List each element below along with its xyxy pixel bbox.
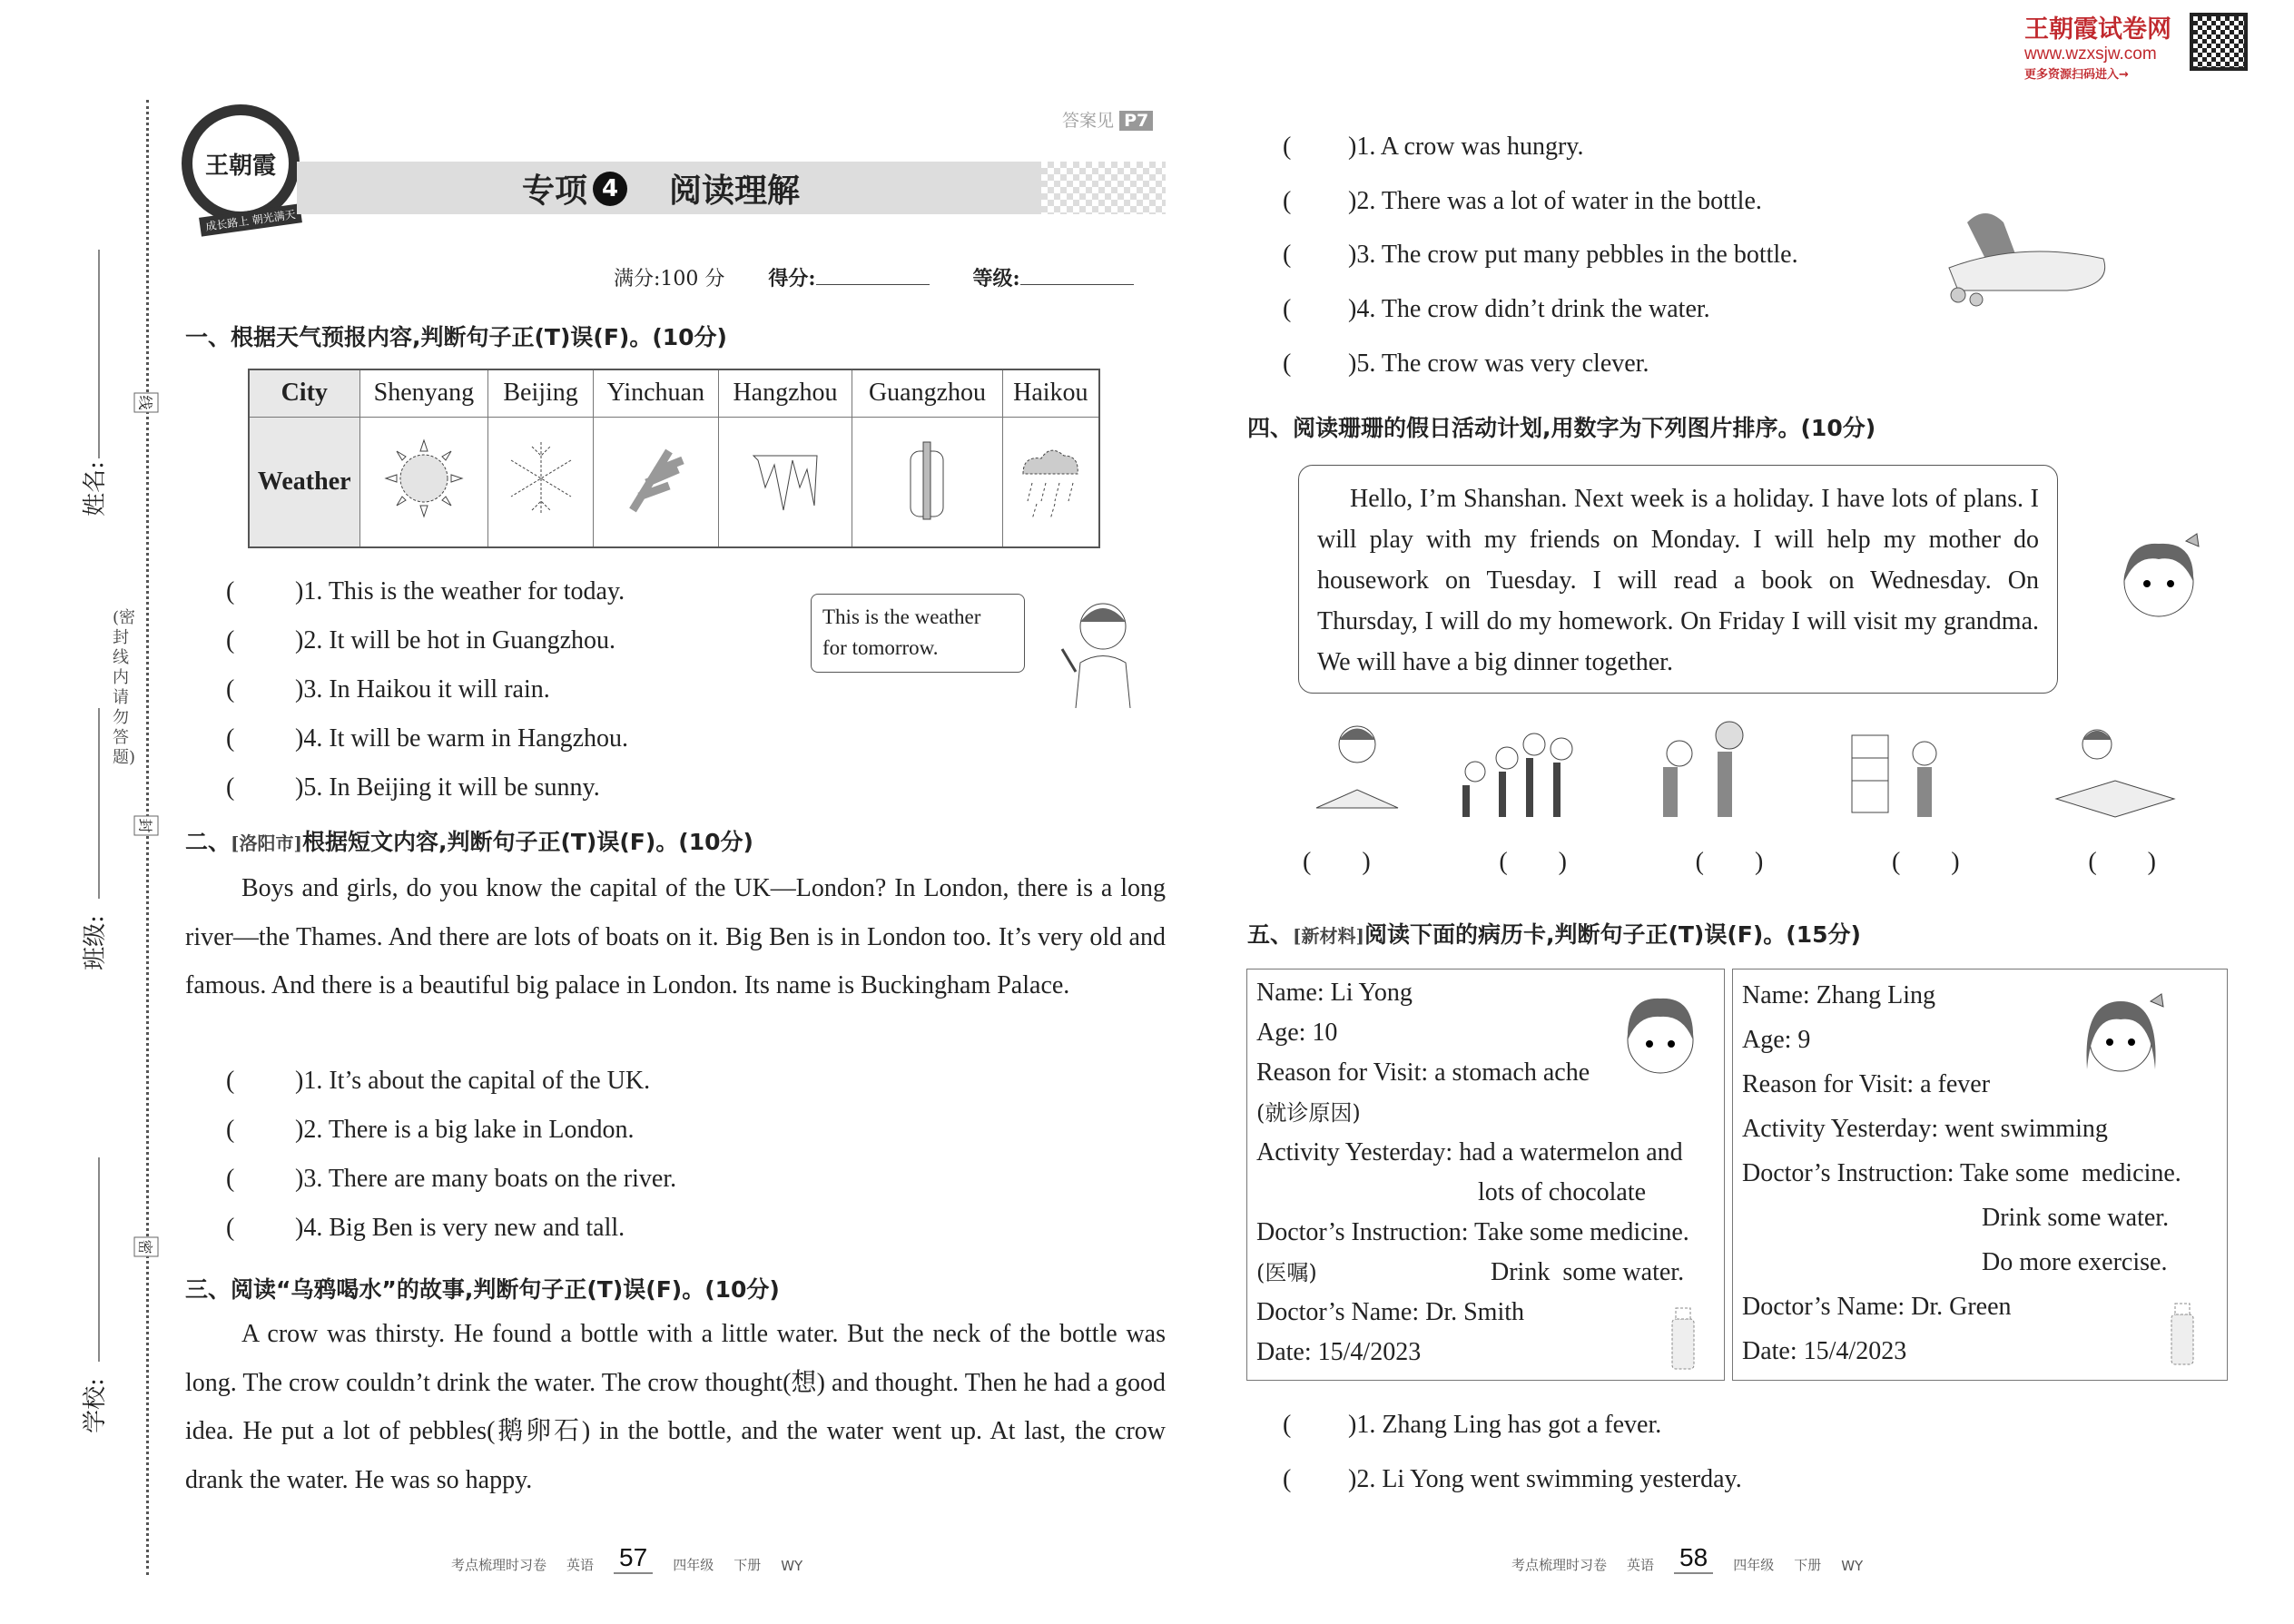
section5-items [1283, 1398, 1742, 1507]
medical-card-zhang-ling [1732, 969, 2228, 1381]
card-reason-zh: (就诊原因) [1256, 1100, 1361, 1126]
item-text: )5. The crow was very clever. [1348, 349, 1649, 378]
item-text: )5. In Beijing it will be sunny. [295, 773, 600, 802]
footer-volume: 下册 [733, 1557, 762, 1573]
source-tag: [洛阳市] [231, 832, 302, 854]
tf-item[interactable] [226, 714, 628, 763]
order-blank[interactable]: ( ) [2088, 848, 2156, 876]
tf-item[interactable] [1283, 174, 1798, 229]
footer-volume: 下册 [1794, 1557, 1822, 1573]
section5-heading [1247, 917, 1861, 950]
tf-item[interactable] [226, 1204, 676, 1253]
tf-item[interactable] [226, 1057, 676, 1106]
friends-picture [1457, 717, 1584, 822]
grade-field[interactable] [1020, 284, 1134, 285]
tf-item[interactable] [1283, 1398, 1742, 1452]
item-text: )2. Li Yong went swimming yesterday. [1348, 1465, 1742, 1493]
city-cell: Haikou [1002, 369, 1099, 417]
card-instruction: Doctor’s Instruction: Take some medicine. [1742, 1159, 2181, 1187]
footer-right [1511, 1543, 1863, 1574]
logo-slogan: 成长路上 朝光满天 [199, 203, 302, 236]
title-text: 阅读理解 [669, 172, 801, 210]
answer-blank[interactable]: ( [226, 1165, 235, 1193]
card-instruction-cont: Drink some water. [1491, 1258, 1685, 1286]
score-field[interactable] [816, 284, 930, 285]
order-blank[interactable]: ( ) [1303, 848, 1371, 876]
card-activity-cont: lots of chocolate [1478, 1178, 1647, 1206]
section3-passage: A crow was thirsty. He found a bottle with a little water. But the neck of the bottle was long. The crow couldn’t drink the water. The crow thought(想) and thought. Then he had a good idea. He put a lot of pebbles(鹅卵石) in the bottle, and the water went up. At last, the crow drank the water. He was so happy. [185, 1320, 1166, 1494]
answer-blank[interactable]: ( [1283, 186, 1292, 215]
answer-blank[interactable]: ( [226, 1116, 235, 1144]
page-number: 58 [1674, 1543, 1713, 1574]
footer-grade: 四年级 [1733, 1557, 1775, 1573]
name-field-line[interactable] [98, 250, 100, 458]
rainy-icon [1002, 417, 1099, 547]
item-text: )3. The crow put many pebbles in the bottle. [1348, 241, 1798, 270]
footer-edition: WY [781, 1558, 803, 1574]
city-header: City [249, 369, 359, 417]
score-label: 得分: [768, 267, 816, 290]
answer-ref [1062, 107, 1153, 132]
reading-picture [1307, 717, 1407, 822]
answer-blank[interactable]: ( [226, 724, 235, 753]
page-title [522, 165, 800, 212]
medical-card-li-yong [1246, 969, 1725, 1381]
cold-icicle-icon [718, 417, 852, 547]
city-cell: Yinchuan [593, 369, 718, 417]
section2-heading [185, 824, 753, 857]
class-field-line[interactable] [98, 708, 100, 899]
tf-item[interactable] [1283, 120, 1798, 174]
logo-text: 王朝霞 [204, 152, 276, 180]
weather-table [248, 369, 1100, 548]
shanshan-girl-illustration [2109, 527, 2209, 643]
item-text: )2. It will be hot in Guangzhou. [295, 626, 616, 655]
crow-bottle-illustration [1931, 204, 2117, 318]
boy-avatar-illustration [1615, 988, 1706, 1097]
site-url: www.wzxsjw.com [2024, 44, 2157, 64]
title-prefix: 专项 [522, 172, 588, 210]
footer-book: 考点梳理时习卷 [1511, 1557, 1608, 1573]
card-date: Date: 15/4/2023 [1742, 1337, 1907, 1365]
city-cell: Hangzhou [718, 369, 852, 417]
activity-pictures [1289, 717, 2188, 826]
tf-item[interactable] [226, 665, 628, 714]
site-name: 王朝霞试卷网 [2024, 15, 2171, 44]
tf-item[interactable] [226, 763, 628, 812]
heading-text: 根据短文内容,判断句子正(T)误(F)。(10分) [301, 829, 753, 855]
footer-edition: WY [1841, 1558, 1864, 1574]
order-blank[interactable]: ( ) [1499, 848, 1567, 876]
answer-blank[interactable]: ( [226, 1067, 235, 1095]
item-text: )3. In Haikou it will rain. [295, 675, 550, 704]
weather-header: Weather [249, 417, 359, 547]
medicine-bottle-icon [2164, 1301, 2200, 1369]
answer-blank[interactable]: ( [226, 1214, 235, 1242]
order-blank[interactable]: ( ) [1695, 848, 1764, 876]
item-text: )1. It’s about the capital of the UK. [295, 1067, 651, 1095]
section2-passage: Boys and girls, do you know the capital of the UK—London? In London, there is a long river—the Thames. And there are lots of boats on it. Big Ben is in London too. It’s very old and famous. And there is a beautiful big palace in London. Its name is Buckingham Palace. [185, 874, 1166, 999]
answer-blank[interactable]: ( [226, 773, 235, 802]
card-doctor: Doctor’s Name: Dr. Green [1742, 1293, 2012, 1321]
heading-number: 五、 [1247, 921, 1294, 948]
answer-page-badge[interactable]: P7 [1119, 111, 1153, 131]
item-text: )4. Big Ben is very new and tall. [295, 1214, 625, 1242]
class-label: 班级: [81, 915, 109, 970]
card-activity: Activity Yesterday: went swimming [1742, 1115, 2108, 1143]
plan-passage: Hello, I’m Shanshan. Next week is a holiday. I have lots of plans. I will play with my friends on Monday. I will help my mother do housework on Tuesday. I will read a book on Wednesday. On Thursday, I will do my homework. On Friday I will visit my grandma. We will have a big dinner together. [1317, 485, 2039, 676]
source-tag: [新材料] [1293, 925, 1364, 947]
item-text: )3. There are many boats on the river. [295, 1165, 677, 1193]
answer-blank[interactable]: ( [1283, 1465, 1292, 1493]
heading-text: 阅读下面的病历卡,判断句子正(T)误(F)。(15分) [1364, 921, 1861, 948]
bubble-line: for tomorrow. [822, 636, 939, 659]
bubble-line: This is the weather [822, 605, 981, 628]
brand-logo [182, 104, 300, 222]
full-score: 满分:100 分 [614, 268, 725, 290]
binding-mark-seal: 封 [134, 815, 159, 835]
answer-blank[interactable]: ( [226, 626, 235, 655]
grandma-picture [1652, 717, 1761, 822]
card-age: Age: 10 [1256, 1019, 1338, 1047]
card-instruction-zh: (医嘱) [1256, 1260, 1317, 1285]
footer-book: 考点梳理时习卷 [451, 1557, 547, 1573]
plan-speech-bubble [1298, 465, 2058, 694]
tf-item[interactable] [226, 616, 628, 665]
city-cell: Guangzhou [852, 369, 1002, 417]
binding-note: (密封线内请勿答题) [113, 608, 136, 767]
answer-blank[interactable]: ( [1283, 295, 1292, 324]
section3-items [1283, 120, 1798, 391]
girl-avatar-illustration [2073, 988, 2173, 1101]
tf-item[interactable] [1283, 1452, 1742, 1507]
tf-item[interactable] [1283, 337, 1798, 391]
snow-icon [488, 417, 594, 547]
item-text: )1. A crow was hungry. [1348, 133, 1584, 161]
card-activity: Activity Yesterday: had a watermelon and [1256, 1138, 1683, 1166]
answer-ref-label: 答案见 [1062, 111, 1115, 131]
section2-items [226, 1057, 676, 1253]
medicine-bottle-icon [1665, 1305, 1701, 1373]
homework-picture [2052, 717, 2179, 822]
answer-blank[interactable]: ( [1283, 1411, 1292, 1439]
card-doctor: Doctor’s Name: Dr. Smith [1256, 1298, 1525, 1326]
answer-blank[interactable]: ( [226, 577, 235, 605]
city-cell: Beijing [488, 369, 594, 417]
section1-items [226, 567, 628, 812]
tf-item[interactable] [1283, 228, 1798, 282]
answer-blank[interactable]: ( [226, 675, 235, 704]
footer-subject: 英语 [566, 1557, 595, 1573]
checker-pattern [1041, 162, 1166, 214]
card-reason: Reason for Visit: a fever [1742, 1070, 1991, 1098]
picture-answer-blanks [1303, 848, 2156, 877]
school-label: 学校: [81, 1378, 109, 1433]
item-text: )2. There is a big lake in London. [295, 1116, 635, 1144]
name-label: 姓名: [81, 461, 109, 517]
title-number-badge: 4 [593, 172, 627, 206]
tf-item[interactable] [226, 567, 628, 616]
footer-grade: 四年级 [673, 1557, 714, 1573]
card-name: Name: Zhang Ling [1742, 981, 1936, 1009]
school-field-line[interactable] [98, 1157, 100, 1362]
binding-mark-secret: 密 [134, 1236, 159, 1256]
heading-number: 二、 [185, 829, 231, 855]
card-name: Name: Li Yong [1256, 979, 1413, 1007]
site-tagline: 更多资源扫码进入→ [2024, 68, 2129, 82]
section1-heading: 一、根据天气预报内容,判断句子正(T)误(F)。(10分) [185, 324, 727, 350]
binding-mark-line: 线 [134, 392, 159, 412]
card-instruction: Doctor’s Instruction: Take some medicine. [1256, 1218, 1689, 1246]
qr-code-icon[interactable] [2190, 13, 2248, 71]
item-text: )1. Zhang Ling has got a fever. [1348, 1411, 1662, 1439]
score-row [614, 263, 1134, 291]
hot-thermometer-icon [852, 417, 1002, 547]
section3-heading: 三、阅读“乌鸦喝水”的故事,判断句子正(T)误(F)。(10分) [185, 1276, 780, 1303]
teacher-illustration [1053, 595, 1144, 717]
windy-icon [593, 417, 718, 547]
sunny-icon [359, 417, 488, 547]
card-date: Date: 15/4/2023 [1256, 1338, 1422, 1366]
housework-picture [1843, 717, 1952, 822]
card-age: Age: 9 [1742, 1026, 1811, 1054]
card-reason: Reason for Visit: a stomach ache [1256, 1058, 1590, 1087]
footer-left [451, 1543, 802, 1574]
item-text: )1. This is the weather for today. [295, 577, 625, 605]
city-cell: Shenyang [359, 369, 488, 417]
item-text: )4. It will be warm in Hangzhou. [295, 724, 629, 753]
item-text: )4. The crow didn’t drink the water. [1348, 295, 1710, 324]
card-instruction-cont: Do more exercise. [1982, 1248, 2168, 1276]
answer-blank[interactable]: ( [1283, 241, 1292, 270]
card-instruction-cont: Drink some water. [1982, 1204, 2170, 1232]
site-banner[interactable] [2024, 9, 2188, 82]
tf-item[interactable] [226, 1155, 676, 1204]
grade-label: 等级: [972, 267, 1020, 290]
answer-blank[interactable]: ( [1283, 349, 1292, 378]
page-number: 57 [614, 1543, 653, 1574]
item-text: )2. There was a lot of water in the bottle. [1348, 186, 1762, 215]
speech-bubble [811, 594, 1025, 673]
order-blank[interactable]: ( ) [1891, 848, 1960, 876]
answer-blank[interactable]: ( [1283, 133, 1292, 161]
tf-item[interactable] [226, 1106, 676, 1155]
binding-dotted-line [146, 100, 149, 1575]
footer-subject: 英语 [1627, 1557, 1655, 1573]
tf-item[interactable] [1283, 282, 1798, 337]
section4-heading: 四、阅读珊珊的假日活动计划,用数字为下列图片排序。(10分) [1247, 415, 1876, 441]
